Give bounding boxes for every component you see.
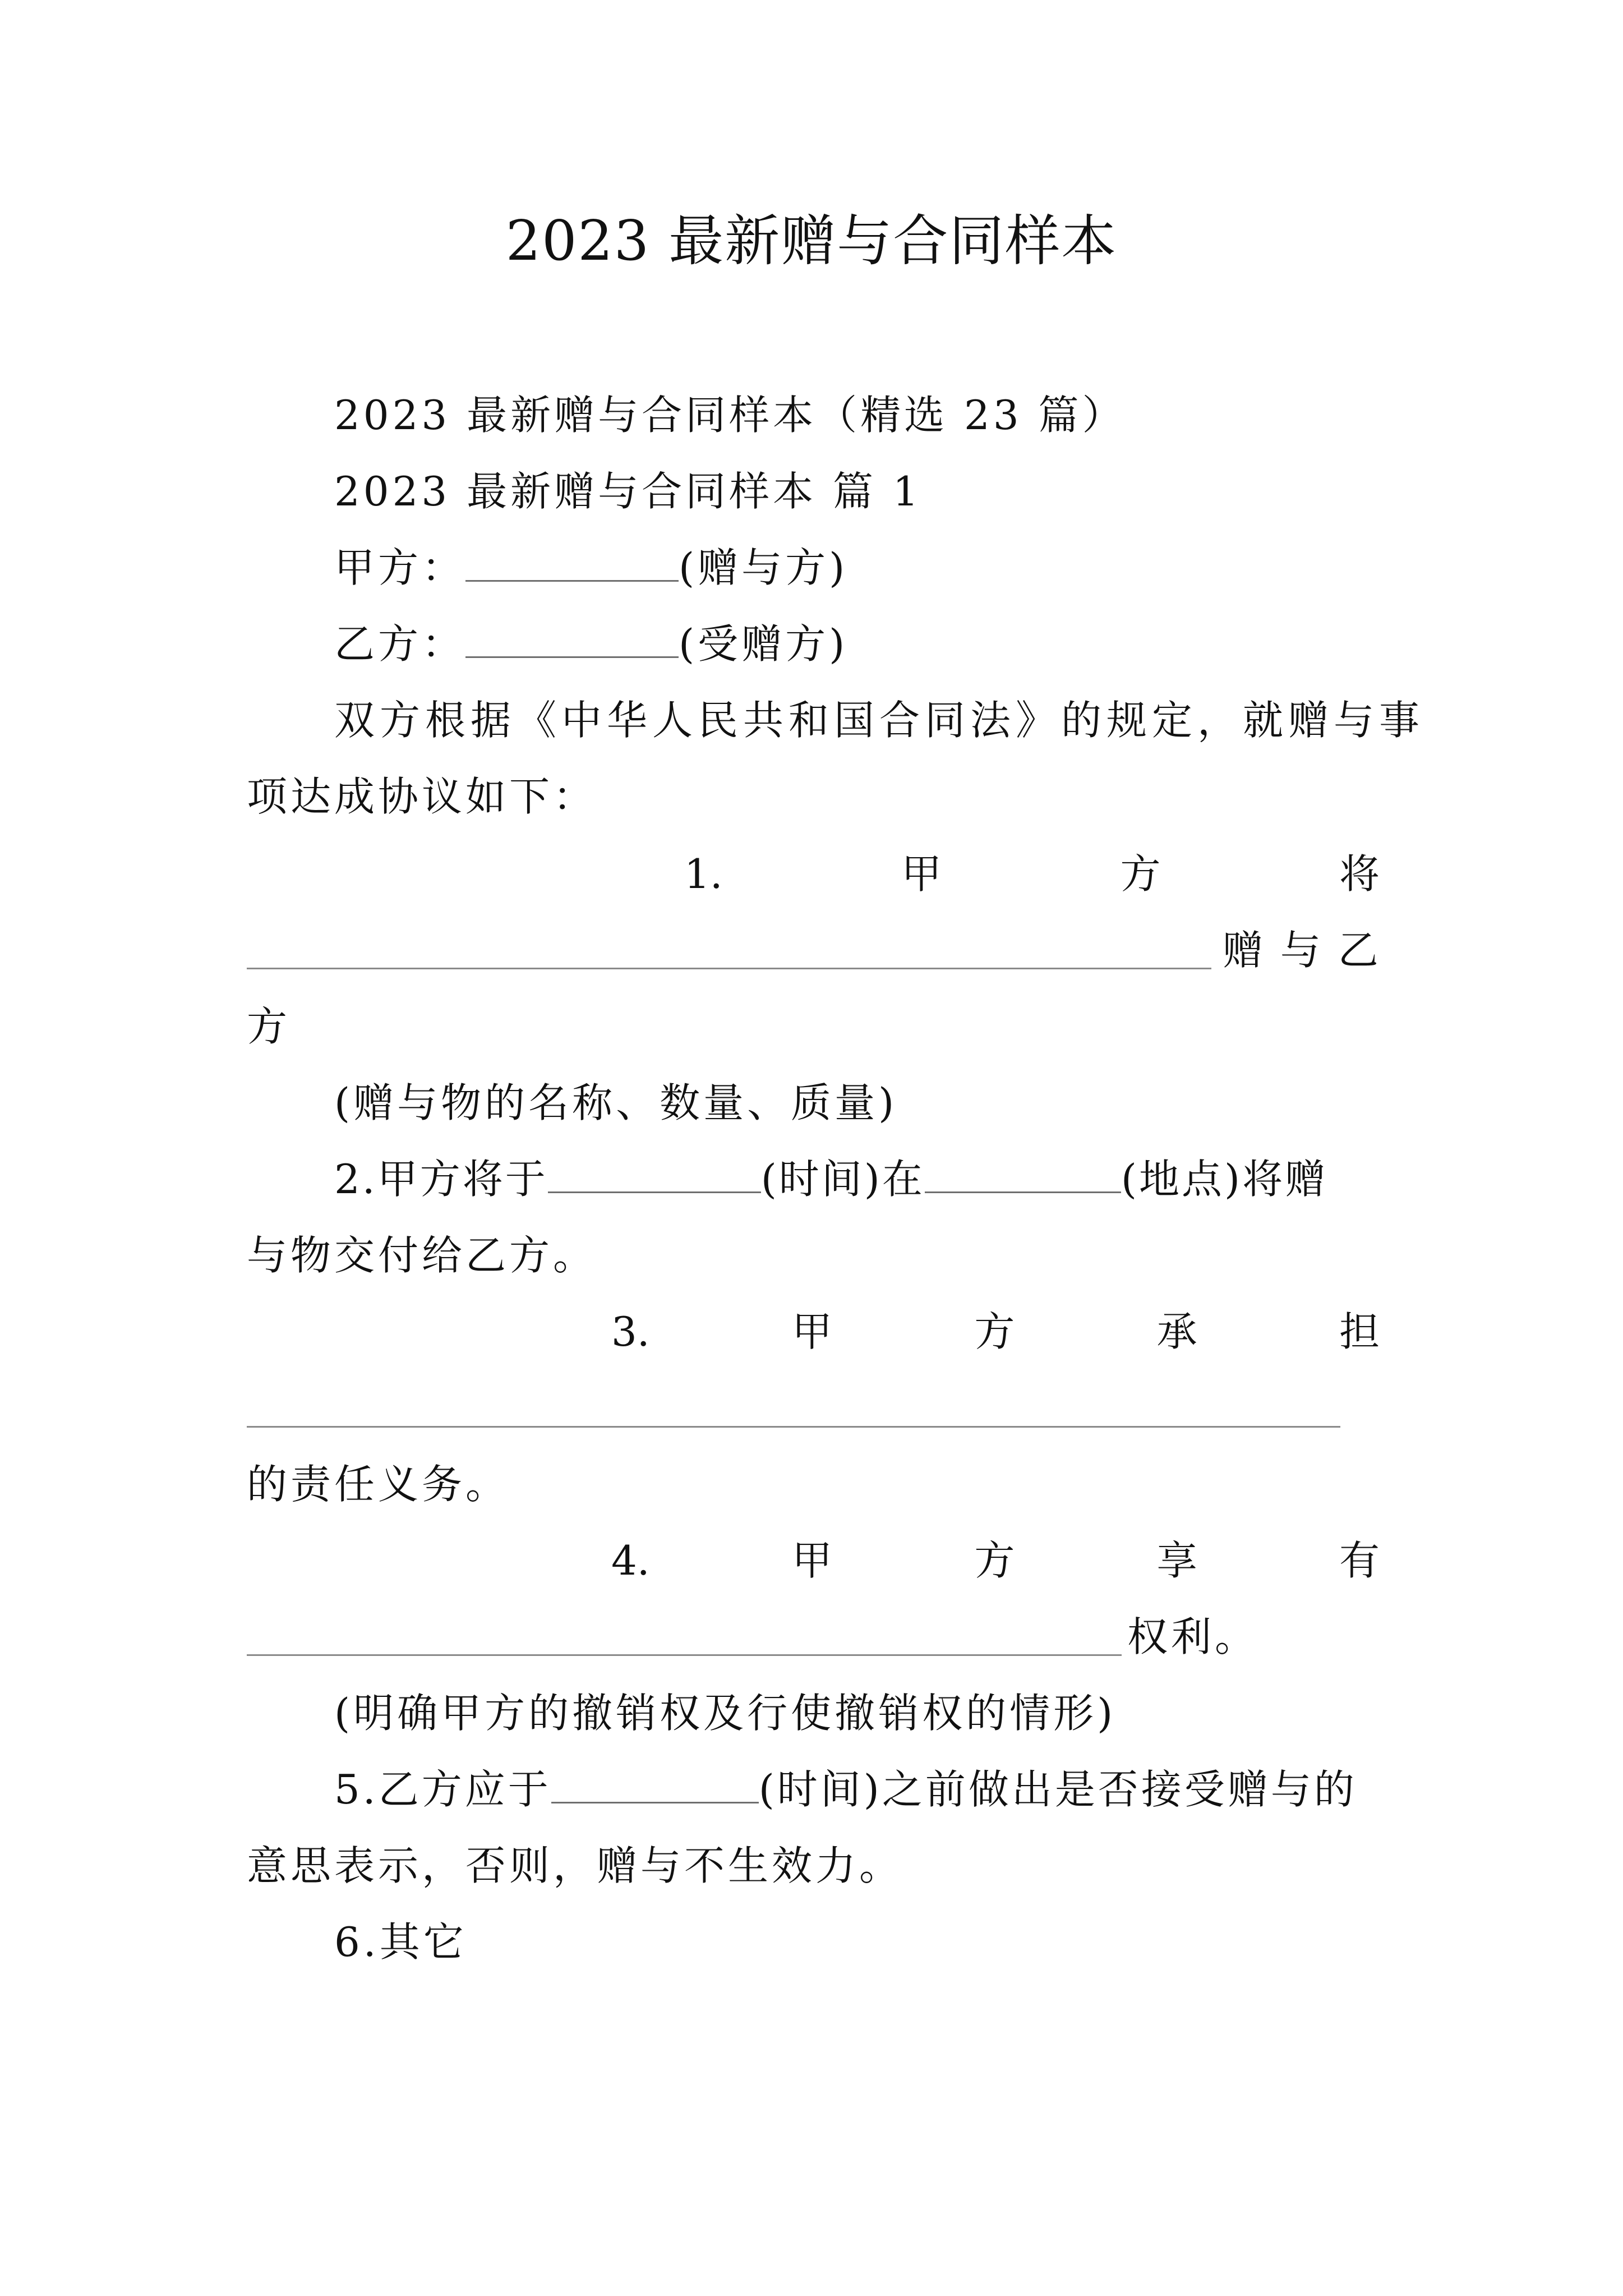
party-b-role: (受赠方) [679, 620, 849, 668]
clause4-after-blank: 权利。 [1127, 1613, 1259, 1660]
party-a-blank [465, 545, 679, 582]
clause3-word-2: 方 [974, 1308, 1015, 1355]
document-title: 2023 最新赠与合同样本 [505, 209, 1118, 273]
clause1-word-2: 方 [1120, 850, 1161, 898]
party-b-label: 乙方： [334, 620, 466, 668]
clause4-line [611, 1533, 1380, 1589]
clause5-continuation: 意思表示，否则，赠与不生效力。 [247, 1842, 903, 1889]
clause5-part-1: 5.乙方应于 [334, 1766, 551, 1813]
clause4-word-1: 甲 [792, 1537, 833, 1584]
clause5-line [334, 1761, 1357, 1818]
clause5-time-blank [551, 1767, 759, 1803]
party-a-label: 甲方： [334, 544, 466, 591]
section-heading: 2023 最新赠与合同样本 篇 1 [334, 468, 922, 515]
clause4-word-4: 有 [1339, 1537, 1380, 1584]
clause1-after-blank: 赠 与 乙 [1223, 927, 1381, 974]
clause3-continuation: 的责任义务。 [247, 1461, 510, 1508]
clause3-word-1: 甲 [792, 1308, 833, 1355]
clause2-time-blank [548, 1157, 761, 1193]
clause2-part-2: (时间)在 [760, 1156, 925, 1203]
clause3-blank [247, 1426, 1340, 1428]
clause2-place-blank [925, 1157, 1121, 1193]
clause6-line: 6.其它 [334, 1918, 467, 1966]
intro-line-2: 项达成协议如下： [247, 773, 597, 820]
clause2-continuation: 与物交付给乙方。 [247, 1232, 597, 1279]
clause1-line [684, 846, 1380, 902]
clause1-word-3: 将 [1339, 850, 1380, 898]
clause4-word-3: 享 [1156, 1537, 1197, 1584]
party-b-line [334, 616, 848, 672]
intro-line-1: 双方根据《中华人民共和国合同法》的规定，就赠与事 [334, 697, 1425, 744]
clause5-part-2: (时间)之前做出是否接受赠与的 [758, 1766, 1357, 1813]
clause2-line [334, 1151, 1327, 1207]
clause3-line [611, 1304, 1380, 1360]
party-a-line [334, 540, 848, 596]
clause4-note: (明确甲方的撤销权及行使撤销权的情形) [334, 1690, 1117, 1737]
clause3-word-4: 担 [1339, 1308, 1380, 1355]
clause1-num: 1. [684, 850, 723, 898]
party-b-blank [465, 622, 679, 658]
document-subtitle: 2023 最新赠与合同样本（精选 23 篇） [334, 392, 1126, 439]
clause1-continuation: 方 [247, 1003, 291, 1050]
clause4-blank [247, 1654, 1122, 1656]
clause3-num: 3. [611, 1308, 650, 1355]
clause1-blank [247, 968, 1211, 969]
clause4-num: 4. [611, 1537, 650, 1584]
clause1-word-1: 甲 [901, 850, 942, 898]
party-a-role: (赠与方) [679, 544, 849, 591]
clause1-note: (赠与物的名称、数量、质量) [334, 1079, 898, 1126]
clause3-word-3: 承 [1156, 1308, 1197, 1355]
clause4-word-2: 方 [974, 1537, 1015, 1584]
clause2-part-1: 2.甲方将于 [334, 1156, 548, 1203]
clause2-part-3: (地点)将赠 [1121, 1156, 1328, 1203]
